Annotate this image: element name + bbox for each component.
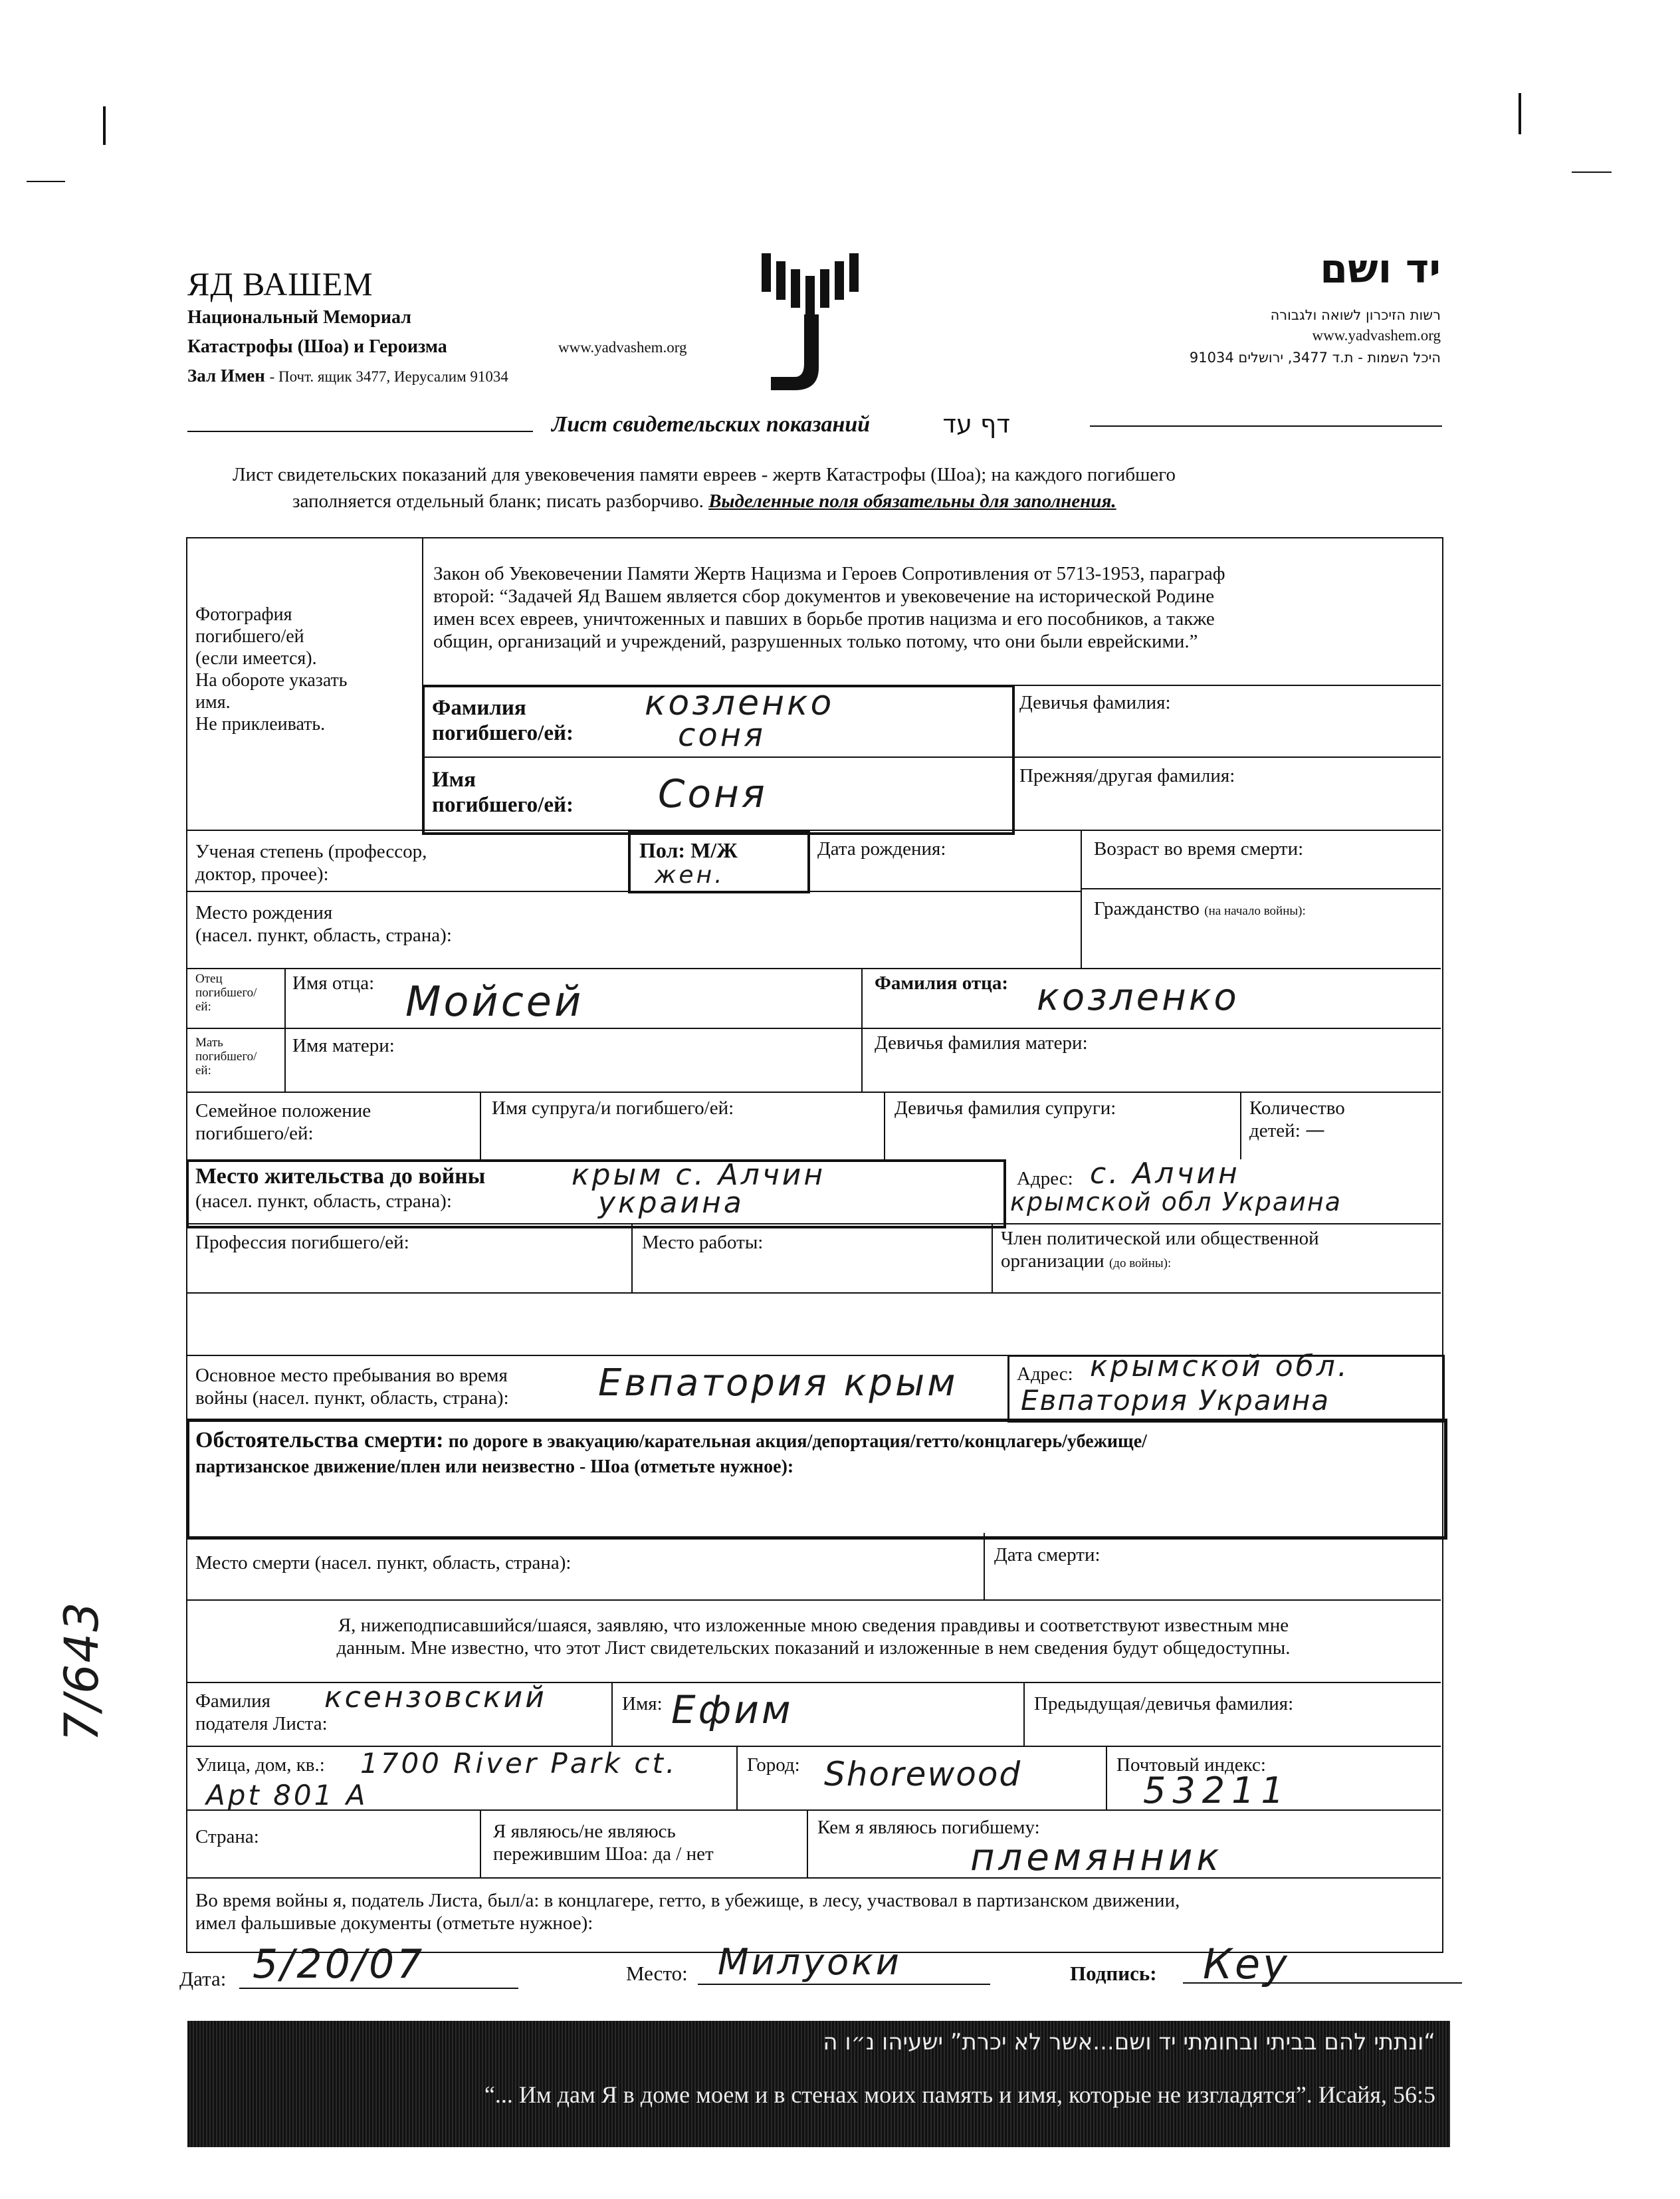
degree-label xyxy=(195,840,427,885)
rule xyxy=(422,685,1441,686)
submitter-surname-label-2: подателя Листа: xyxy=(195,1713,328,1734)
surname-label-2: погибшего/ей: xyxy=(432,721,574,745)
scan-mark xyxy=(103,106,106,145)
photo-l6: Не приклеивать. xyxy=(195,714,326,735)
children-label xyxy=(1249,1097,1345,1142)
residence-address-value[interactable]: с. Алчин xyxy=(1090,1157,1240,1191)
mother-side-1: Мать xyxy=(195,1036,223,1050)
org-subtitle-ru: Катастрофы (Шоа) и Героизма xyxy=(187,336,447,357)
form-title-ru: Лист свидетельских показаний xyxy=(552,412,871,437)
membership-note: (до войны): xyxy=(1108,1256,1172,1270)
rule xyxy=(1081,830,1082,968)
date-label: Дата: xyxy=(179,1967,227,1990)
birthplace-label-1: Место рождения xyxy=(195,902,333,923)
father-side-2: погибшего/ xyxy=(195,986,257,1000)
death-circumstances-options-1: по дороге в эвакуацию/карательная акция/депортация/гетто/концлагерь/убежище/ xyxy=(448,1431,1147,1452)
mother-name-label: Имя матери: xyxy=(292,1035,395,1056)
rule xyxy=(1081,888,1441,889)
rule xyxy=(807,1809,808,1877)
death-circumstances-options-2: партизанское движение/плен или неизвестно - Шоа (отметьте нужное): xyxy=(195,1456,794,1477)
death-circumstances-line-1 xyxy=(195,1429,1147,1453)
yad-vashem-menorah-logo xyxy=(758,249,864,396)
death-circumstances-label: Обстоятельства смерти: xyxy=(195,1428,444,1452)
membership-label xyxy=(1001,1227,1319,1272)
children-label-1: Количество xyxy=(1249,1098,1345,1119)
residence-value[interactable]: крым с. Алчин xyxy=(572,1158,826,1192)
title-rule-left xyxy=(187,431,533,432)
law-text xyxy=(433,562,1225,653)
org-title-ru: ЯД ВАШЕМ xyxy=(187,265,373,302)
membership-label-1: Член политической или общественной xyxy=(1001,1228,1319,1249)
city-label: Город: xyxy=(747,1754,800,1776)
father-side-3: ей: xyxy=(195,1000,211,1014)
address-ru: - Почт. ящик 3477, Иерусалим 91034 xyxy=(269,368,508,385)
wartime-address-label: Адрес: xyxy=(1017,1363,1073,1385)
birthplace-label xyxy=(195,901,452,947)
age-at-death-label: Возраст во время смерти: xyxy=(1094,838,1304,860)
rule xyxy=(1106,1746,1107,1809)
rule xyxy=(1240,1092,1241,1159)
zip-label: Почтовый индекс: xyxy=(1116,1754,1266,1776)
rule xyxy=(631,1223,633,1292)
workplace-label: Место работы: xyxy=(642,1232,764,1253)
death-place-label: Место смерти (насел. пункт, область, страна): xyxy=(195,1552,572,1573)
city-value[interactable]: Shorewood xyxy=(824,1755,1022,1794)
war-status-l2: имел фальшивые документы (отметьте нужное): xyxy=(195,1912,593,1934)
survivor-label-2: пережившим Шоа: да / нет xyxy=(493,1843,714,1865)
scan-mark xyxy=(1572,172,1612,173)
first-name-label-1: Имя xyxy=(432,768,476,792)
relation-value[interactable]: племянник xyxy=(970,1836,1223,1879)
intro-line-1: Лист свидетельских показаний для увековечения памяти евреев - жертв Катастрофы (Шоа); на каждого погибшего xyxy=(233,464,1176,485)
gender-label: Пол: М/Ж xyxy=(639,838,738,862)
place-value[interactable]: Милуоки xyxy=(718,1941,902,1983)
first-name-value[interactable]: Соня xyxy=(658,771,768,816)
law-l2: второй: “Задачей Яд Вашем является сбор документов и увековечение на исторической Родине xyxy=(433,586,1215,607)
rule xyxy=(186,1092,1441,1093)
photo-l3: (если имеется). xyxy=(195,648,317,669)
intro-plain: заполняется отдельный бланк; писать разборчиво. xyxy=(292,491,704,512)
intro-emphasis: Выделенные поля обязательны для заполнения. xyxy=(708,491,1116,512)
rule xyxy=(1023,1682,1025,1746)
hall-of-names-title: Зал Имен xyxy=(187,366,265,386)
wartime-place-label-1: Основное место пребывания во время xyxy=(195,1365,508,1386)
signature-value[interactable]: Кеу xyxy=(1203,1940,1290,1988)
photo-l1: Фотография xyxy=(195,604,292,625)
website-left: www.yadvashem.org xyxy=(558,339,687,356)
war-status-l1: Во время войны я, податель Листа, был/а: в концлагере, гетто, в убежище, в лесу, участвовал в партизанском движении, xyxy=(195,1890,1180,1911)
children-label-2 xyxy=(1249,1119,1345,1142)
residence-label xyxy=(195,1163,485,1213)
rule xyxy=(186,1292,1441,1294)
residence-label-1: Место жительства до войны xyxy=(195,1164,486,1189)
declaration-l1: Я, нижеподписавшийся/шаяся, заявляю, что изложенные мною сведения правдивы и соответствуют известным мне xyxy=(338,1615,1289,1636)
wartime-address-value[interactable]: крымской обл. xyxy=(1090,1349,1350,1383)
rule xyxy=(186,830,1441,831)
citizenship-label-main: Гражданство xyxy=(1094,898,1200,919)
father-side-1: Отец xyxy=(195,972,223,986)
country-label: Страна: xyxy=(195,1826,259,1847)
death-circumstances xyxy=(195,1429,1147,1478)
wartime-place-label xyxy=(195,1364,509,1409)
form-title-he: דף עד xyxy=(942,409,1010,439)
org-title-he: יד ושם xyxy=(1320,246,1441,292)
mother-side-2: погибшего/ xyxy=(195,1050,257,1064)
org-subtitle-ru: Национальный Мемориал xyxy=(187,307,411,328)
place-underline xyxy=(698,1984,990,1985)
marital-label xyxy=(195,1100,371,1145)
rule xyxy=(186,1809,1441,1811)
war-status xyxy=(195,1889,1180,1934)
law-l3: имен всех евреев, уничтоженных и павших в борьбе против нацизма и его пособников, а также xyxy=(433,608,1215,630)
citizenship-label xyxy=(1094,897,1306,920)
father-name-value[interactable]: Мойсей xyxy=(405,977,584,1026)
website-right: www.yadvashem.org xyxy=(1312,327,1441,344)
declaration xyxy=(195,1614,1431,1659)
birthplace-label-2: (насел. пункт, область, страна): xyxy=(195,925,452,946)
first-name-label-2: погибшего/ей: xyxy=(432,793,574,817)
rule xyxy=(611,1682,613,1746)
membership-label-2 xyxy=(1001,1250,1319,1272)
rule xyxy=(186,1028,1441,1029)
surname-value[interactable]: козленко xyxy=(645,683,835,723)
law-l4: общин, организаций и учреждений, разрушенных только потому, что они были еврейскими.” xyxy=(433,631,1198,652)
photo-l4: На обороте указать xyxy=(195,670,348,691)
rule xyxy=(992,1223,993,1292)
wartime-place-label-2: войны (насел. пункт, область, страна): xyxy=(195,1387,509,1409)
intro-line-2 xyxy=(292,491,1116,513)
spouse-maiden-label: Девичья фамилия супруги: xyxy=(894,1098,1116,1119)
relation-label: Кем я являюсь погибшему: xyxy=(817,1817,1040,1838)
rule xyxy=(186,968,1441,969)
first-name-label xyxy=(432,767,574,818)
rule xyxy=(861,968,863,1092)
rule xyxy=(186,1223,1441,1224)
surname-value-extra[interactable]: соня xyxy=(678,717,766,754)
rule xyxy=(984,1533,985,1599)
address-he: היכל השמות - ת.ד 3477, ירושלים 91034 xyxy=(1189,350,1441,366)
side-reference-number: 7/643 xyxy=(54,1601,109,1742)
rule xyxy=(480,1092,481,1159)
gender-value[interactable]: жен. xyxy=(655,862,725,889)
rule xyxy=(884,1092,885,1159)
wartime-address-value-extra[interactable]: Евпатория Украина xyxy=(1021,1384,1330,1417)
children-label-2-text: детей: xyxy=(1249,1120,1301,1141)
signature-label: Подпись: xyxy=(1070,1962,1157,1985)
scan-mark xyxy=(1519,93,1521,134)
residence-value-extra[interactable]: украина xyxy=(598,1186,744,1220)
signature-underline xyxy=(1183,1982,1462,1984)
declaration-l2: данным. Мне известно, что этот Лист свидетельских показаний и изложенные в нем сведения будут общедоступны. xyxy=(336,1637,1291,1659)
quote-russian: “... Им дам Я в доме моем и в стенах моих память и имя, которые не изгладятся”. Исайя, 56:5 xyxy=(484,2081,1435,2108)
wartime-place-value[interactable]: Евпатория крым xyxy=(598,1361,958,1405)
submitter-surname-value[interactable]: ксензовский xyxy=(324,1680,547,1714)
mother-maiden-label: Девичья фамилия матери: xyxy=(875,1032,1088,1054)
street-label: Улица, дом, кв.: xyxy=(195,1754,325,1776)
street-value[interactable]: 1700 River Park ct. xyxy=(360,1747,678,1780)
residence-label-2: (насел. пункт, область, страна): xyxy=(195,1191,452,1212)
degree-label-2: доктор, прочее): xyxy=(195,864,329,885)
rule xyxy=(480,1809,481,1877)
hall-of-names xyxy=(187,366,508,386)
rule xyxy=(736,1746,738,1809)
children-value[interactable]: — xyxy=(1305,1119,1328,1142)
submitter-surname-label-1: Фамилия xyxy=(195,1690,270,1712)
photo-instructions xyxy=(195,604,348,735)
residence-address-label: Адрес: xyxy=(1017,1168,1073,1189)
father-surname-label: Фамилия отца: xyxy=(875,973,1009,994)
membership-label-2-text: организации xyxy=(1001,1250,1104,1272)
previous-name-label: Прежняя/другая фамилия: xyxy=(1019,765,1235,786)
surname-label xyxy=(432,695,574,746)
rule xyxy=(186,1599,1441,1601)
surname-label-1: Фамилия xyxy=(432,696,526,720)
title-rule-right xyxy=(1090,425,1442,427)
residence-address-value-extra[interactable]: крымской обл Украина xyxy=(1010,1187,1342,1216)
rule xyxy=(186,1877,1441,1879)
profession-label: Профессия погибшего/ей: xyxy=(195,1232,409,1253)
mother-side-3: ей: xyxy=(195,1064,211,1078)
org-subtitle-he: רשות הזיכרון לשואה ולגבורה xyxy=(1270,307,1441,323)
photo-l2: погибшего/ей xyxy=(195,626,304,647)
zip-value[interactable]: 53211 xyxy=(1143,1770,1291,1811)
degree-label-1: Ученая степень (профессор, xyxy=(195,841,427,862)
survivor-label-1: Я являюсь/не являюсь xyxy=(493,1821,676,1842)
submitter-previous-label: Предыдущая/девичья фамилия: xyxy=(1034,1693,1294,1714)
date-underline xyxy=(239,1988,518,1989)
father-name-label: Имя отца: xyxy=(292,973,375,994)
maiden-name-label: Девичья фамилия: xyxy=(1019,692,1171,713)
street-value-extra[interactable]: Apt 801 A xyxy=(206,1779,368,1811)
law-l1: Закон об Увековечении Памяти Жертв Нацизма и Героев Сопротивления от 5713-1953, параграф xyxy=(433,563,1225,584)
survivor-label xyxy=(493,1820,714,1865)
marital-label-2: погибшего/ей: xyxy=(195,1123,314,1144)
rule xyxy=(284,968,286,1092)
date-value[interactable]: 5/20/07 xyxy=(253,1941,425,1988)
quote-hebrew: “ונתתי להם בביתי ובחומתי יד ושם...אשר לא יכרת” ישעיהו נ״ו ה xyxy=(823,2029,1435,2055)
father-surname-value[interactable]: козленко xyxy=(1037,976,1239,1019)
death-date-label: Дата смерти: xyxy=(994,1544,1101,1565)
submitter-surname-label xyxy=(195,1690,328,1735)
rule xyxy=(422,756,1441,758)
photo-l5: имя. xyxy=(195,692,231,713)
scan-mark xyxy=(27,181,65,182)
father-side-label xyxy=(195,972,257,1014)
submitter-name-label: Имя: xyxy=(622,1693,663,1714)
place-label: Место: xyxy=(626,1962,688,1985)
mother-side-label xyxy=(195,1036,257,1078)
citizenship-note: (на начало войны): xyxy=(1204,904,1306,918)
marital-label-1: Семейное положение xyxy=(195,1100,371,1121)
submitter-name-value[interactable]: Ефим xyxy=(671,1687,793,1732)
rule xyxy=(186,891,1081,892)
spouse-name-label: Имя супруга/и погибшего/ей: xyxy=(492,1098,734,1119)
birth-date-label: Дата рождения: xyxy=(817,838,946,860)
